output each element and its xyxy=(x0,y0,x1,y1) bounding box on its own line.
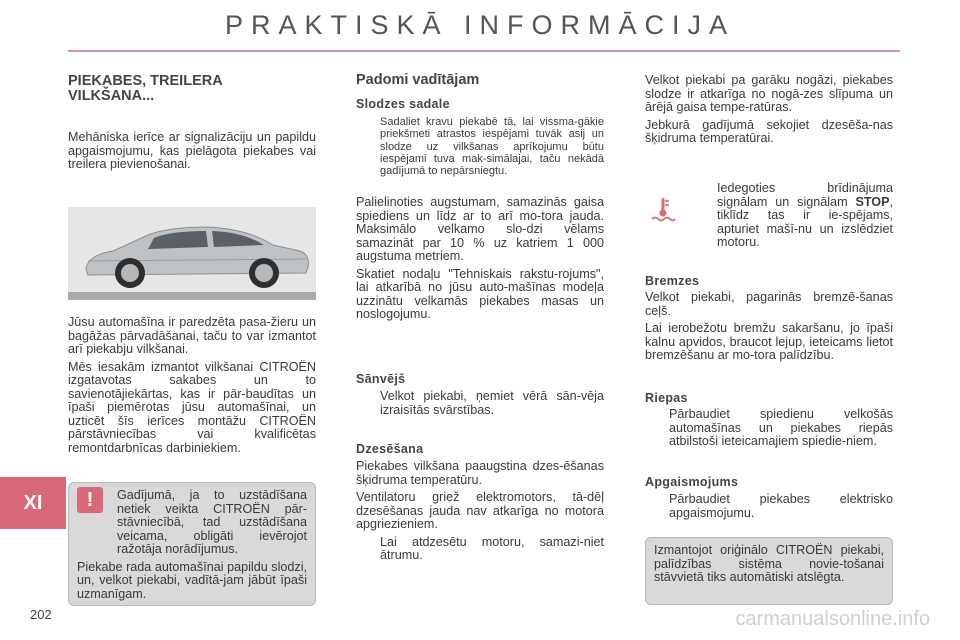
car-ground xyxy=(68,292,316,300)
cooling-paragraph-2: Ventilatoru griež elektromotors, tā-dēļ dzesēšanas jauda nav atkarīga no motora apgriezieniem. xyxy=(356,490,604,531)
lights-heading: Apgaismojums xyxy=(645,475,739,489)
page-number: 202 xyxy=(30,607,52,622)
coolant-temperature-icon xyxy=(649,195,677,223)
stop-label: STOP xyxy=(855,194,890,209)
warning-exclamation-icon: ! xyxy=(77,487,103,513)
cooling-bullet-text: Lai atdzesētu motoru, samazi-niet ātrumu. xyxy=(380,534,604,562)
chapter-tab: XI xyxy=(0,477,66,529)
altitude-paragraph: Palielinoties augstumam, samazinās gaisa spiediens un līdz ar to arī mo-tora jauda. Maksimālo velkamo slo-dzi vēlams samazināt par 10 % uz katriem 1 000 augstuma metriem. xyxy=(356,195,604,263)
crosswind-heading: Sānvējš xyxy=(356,372,406,386)
header-rule xyxy=(68,50,900,52)
parking-assist-note-box xyxy=(645,537,893,605)
temperature-warning-block xyxy=(693,182,893,250)
brakes-heading: Bremzes xyxy=(645,274,700,288)
slope-block xyxy=(645,74,893,146)
warning-note-paragraph-2: Piekabe rada automašīnai papildu slodzi, un, velkot piekabi, vadītā-jam jābūt īpaši uzmanīgam. xyxy=(77,559,307,601)
tyres-bullet-text: Pārbaudiet spiedienu velkošās automašīnas un piekabes riepās atbilstoši ieteicamajiem spiedie-niem. xyxy=(669,407,893,448)
brakes-paragraph-1: Velkot piekabi, pagarinās bremzē-šanas ceļš. xyxy=(645,290,893,318)
intro-paragraph: Mehāniska ierīce ar signalizāciju un papildu apgaismojumu, kas pielāgota piekabes vai treilera pievienošanai. xyxy=(68,130,316,171)
tyres-bullet xyxy=(645,408,893,449)
section-title-towing: PIEKABES, TREILERA VILKŠANA... xyxy=(68,73,223,104)
cooling-heading: Dzesēšana xyxy=(356,442,424,456)
lights-bullet-text: Pārbaudiet piekabes elektrisko apgaismojumu. xyxy=(669,492,893,520)
technical-data-paragraph: Skatiet nodaļu "Tehniskais rakstu-rojums", lai atkarībā no jūsu auto-mašīnas modeļa uzzinātu velkamās piekabes masas un noslogojumu. xyxy=(356,266,604,321)
altitude-block xyxy=(356,196,604,322)
brakes-block xyxy=(645,291,893,363)
brakes-paragraph-2: Lai ierobežotu bremžu sakaršanu, jo īpaši kalnu apvidos, braucot lejup, ieteicams lietot bremzēšanu ar mo-tora palīdzību. xyxy=(645,321,893,362)
temp-bullet-post: , tiklīdz tas ir ie-spējams, apturiet mašī-nu un izslēdziet motoru. xyxy=(717,194,893,249)
load-bullet-text: Sadaliet kravu piekabē tā, lai vissma-gākie priekšmeti atrastos iespējami tuvāk asij un slodze uz vilkšanas aprīkojumu būtu iespējami tuva mak-simālajai, taču nekādā gadījumā to nepārsniegtu. xyxy=(380,116,604,178)
car-illustration xyxy=(68,207,316,300)
coolant-watch-paragraph: Jebkurā gadījumā sekojiet dzesēša-nas šķidruma temperatūrai. xyxy=(645,117,893,145)
lights-bullet xyxy=(645,493,893,520)
parking-assist-note-text: Izmantojot oriģinālo CITROËN piekabi, palīdzības sistēma novie-tošanai stāvvietā tiks automātiski atslēgta. xyxy=(654,543,884,584)
crosswind-bullet xyxy=(356,390,604,417)
warning-note-paragraph-1: Gadījumā, ja to uzstādīšana netiek veikta CITROËN pār-stāvniecībā, tad uzstādīšana veicama, obligāti ievērojot ražotāja norādījumus. xyxy=(117,488,307,556)
load-distribution-bullet xyxy=(356,116,604,177)
warning-note-box xyxy=(68,482,316,606)
car-side-image xyxy=(68,207,316,300)
crosswind-bullet-text: Velkot piekabi, ņemiet vērā sān-vēja izraisītās svārstības. xyxy=(380,389,604,417)
cooling-paragraph-1: Piekabes vilkšana paaugstina dzes-ēšanas šķidruma temperatūru. xyxy=(356,459,604,487)
temp-bullet-pre: Iedegoties brīdinājuma signālam un signālam xyxy=(717,181,893,209)
watermark: carmanualsonline.info xyxy=(735,608,930,630)
page-title: PRAKTISKĀ INFORMĀCIJA xyxy=(224,10,736,40)
towing-paragraph-2: Mēs iesakām izmantot vilkšanai CITROËN izgatavotas sakabes un to savienotājiekārtas, kas ir pār-baudītas un īpaši piemērotas jūsu automašīnai, un uzticēt šīs ierīces montāžu CITROËN pārstāvniecības vai kvalificētas remontdarbnīcas darbiniekiem. xyxy=(68,359,316,455)
driver-tips-heading: Padomi vadītājam xyxy=(356,72,480,88)
intro-text-block xyxy=(68,131,316,172)
slope-paragraph: Velkot piekabi pa garāku nogāzi, piekabes slodze ir atkarīga no nogā-zes slīpuma un ārējā gaisa tempe-ratūras. xyxy=(645,73,893,114)
towing-paragraph-1: Jūsu automašīna ir paredzēta pasa-žieru un bagāžas pārvadāšanai, taču to var izmantot arī piekabju vilkšanai. xyxy=(68,315,316,356)
load-distribution-heading: Slodzes sadale xyxy=(356,97,450,111)
towing-info-block xyxy=(68,316,316,455)
cooling-block xyxy=(356,460,604,563)
tyres-heading: Riepas xyxy=(645,391,688,405)
